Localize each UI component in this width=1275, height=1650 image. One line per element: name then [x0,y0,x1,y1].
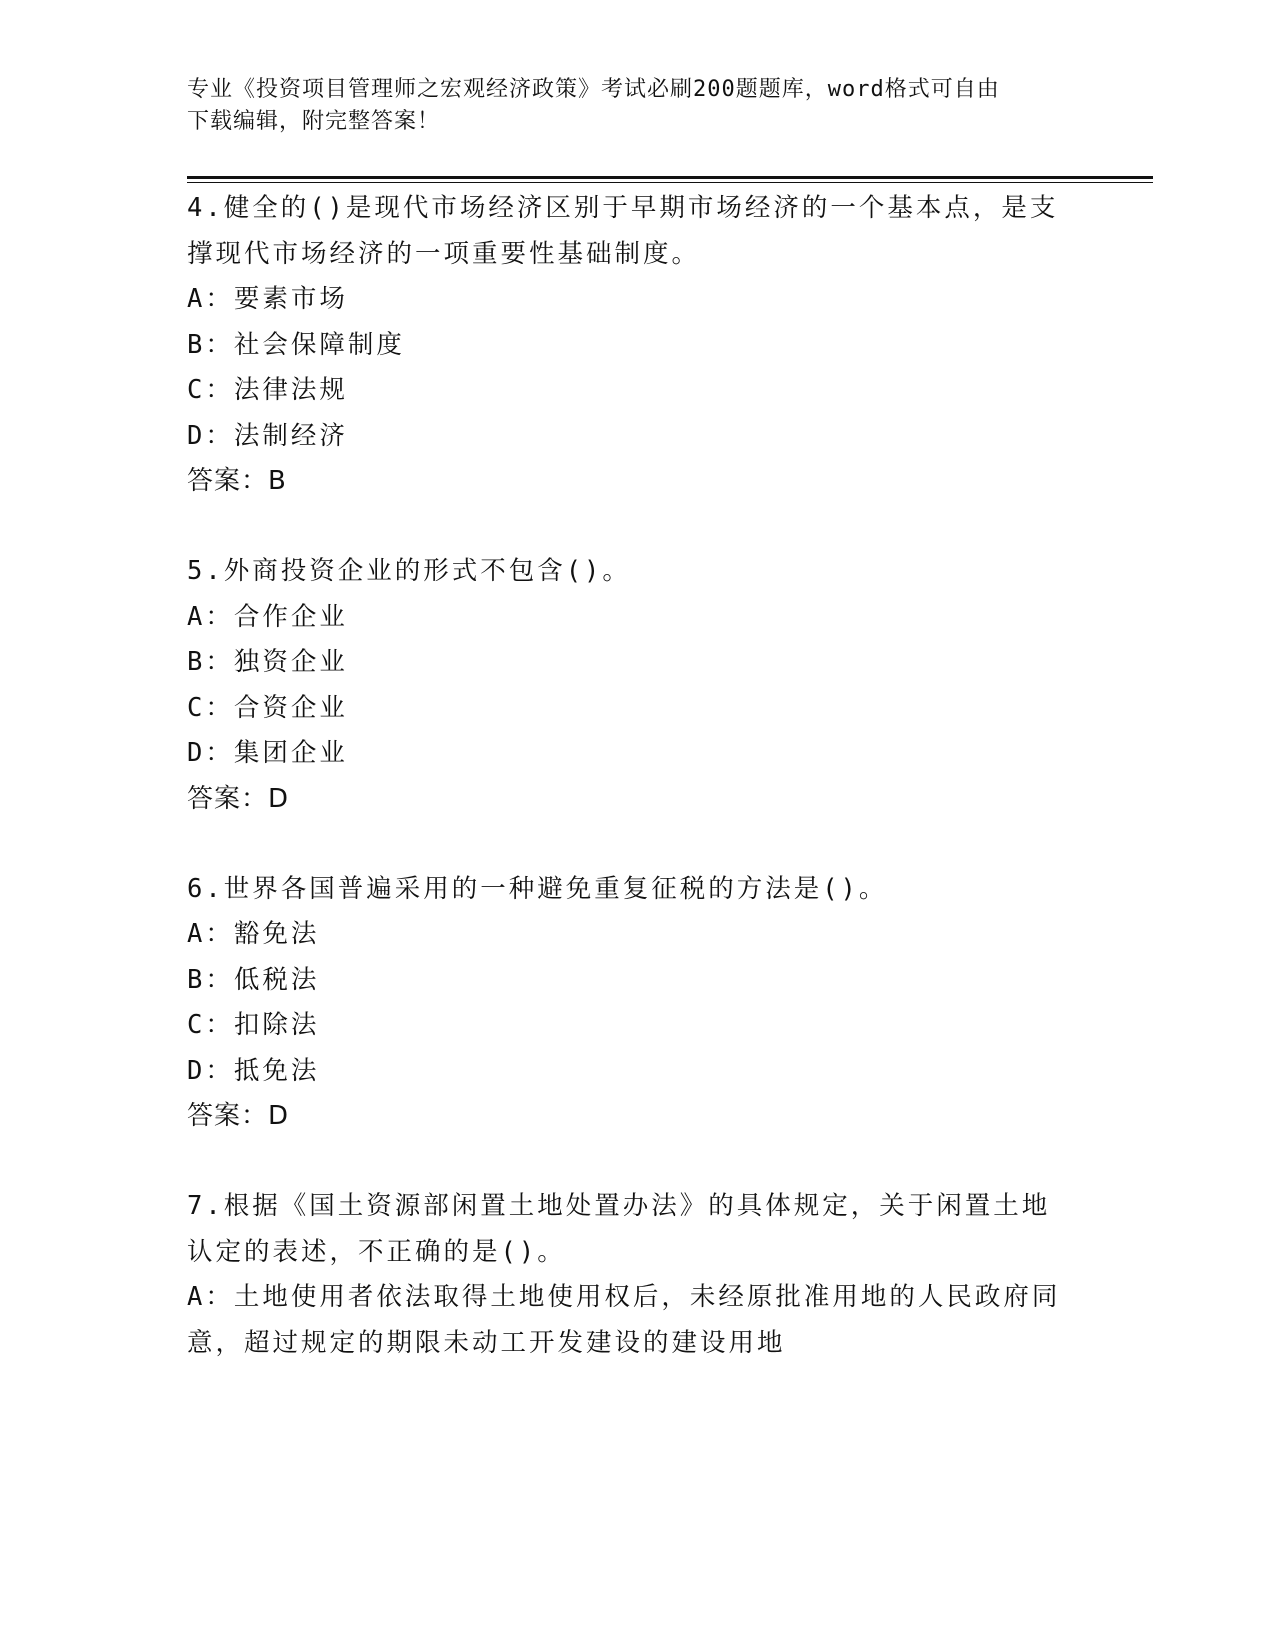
question-5 [187,549,1087,822]
header-divider-thick [187,176,1153,179]
option-c: C：法律法规 [187,375,348,405]
document-header [187,74,1067,138]
question-stem: 4.健全的()是现代市场经济区别于早期市场经济的一个基本点，是支 [187,193,1059,223]
question-6 [187,867,1087,1140]
option-d: D：法制经济 [187,420,348,451]
question-stem: 认定的表述，不正确的是()。 [187,1236,566,1267]
option-c: C：扣除法 [187,1010,320,1040]
question-4 [187,186,1087,504]
answer: 答案：B [187,466,287,496]
answer: 答案：D [187,783,290,814]
option-a: A：要素市场 [187,284,348,314]
answer: 答案：D [187,1101,290,1131]
option-c: C：合资企业 [187,692,348,723]
header-line-2: 下载编辑，附完整答案！ [187,109,441,134]
question-list [187,186,1087,1366]
question-stem: 撑现代市场经济的一项重要性基础制度。 [187,238,701,269]
option-a: A：土地使用者依法取得土地使用权后，未经原批准用地的人民政府同 [187,1282,1061,1312]
option-d: D：抵免法 [187,1055,320,1086]
spacer [187,822,1087,867]
spacer [187,1139,1087,1184]
option-a-continued: 意，超过规定的期限未动工开发建设的建设用地 [187,1327,786,1358]
option-b: B：社会保障制度 [187,329,405,360]
question-stem: 5.外商投资企业的形式不包含()。 [187,556,631,586]
header-divider-thin [187,182,1153,183]
question-7 [187,1184,1087,1366]
option-a: A：豁免法 [187,919,320,949]
question-stem: 7.根据《国土资源部闲置土地处置办法》的具体规定，关于闲置土地 [187,1191,1051,1221]
question-stem: 6.世界各国普遍采用的一种避免重复征税的方法是()。 [187,873,888,904]
header-line-1: 专业《投资项目管理师之宏观经济政策》考试必刷200题题库，word格式可自由 [187,77,1000,102]
option-d: D：集团企业 [187,738,348,768]
option-b: B：低税法 [187,964,320,995]
option-b: B：独资企业 [187,647,348,677]
spacer [187,504,1087,549]
option-a: A：合作企业 [187,601,348,632]
